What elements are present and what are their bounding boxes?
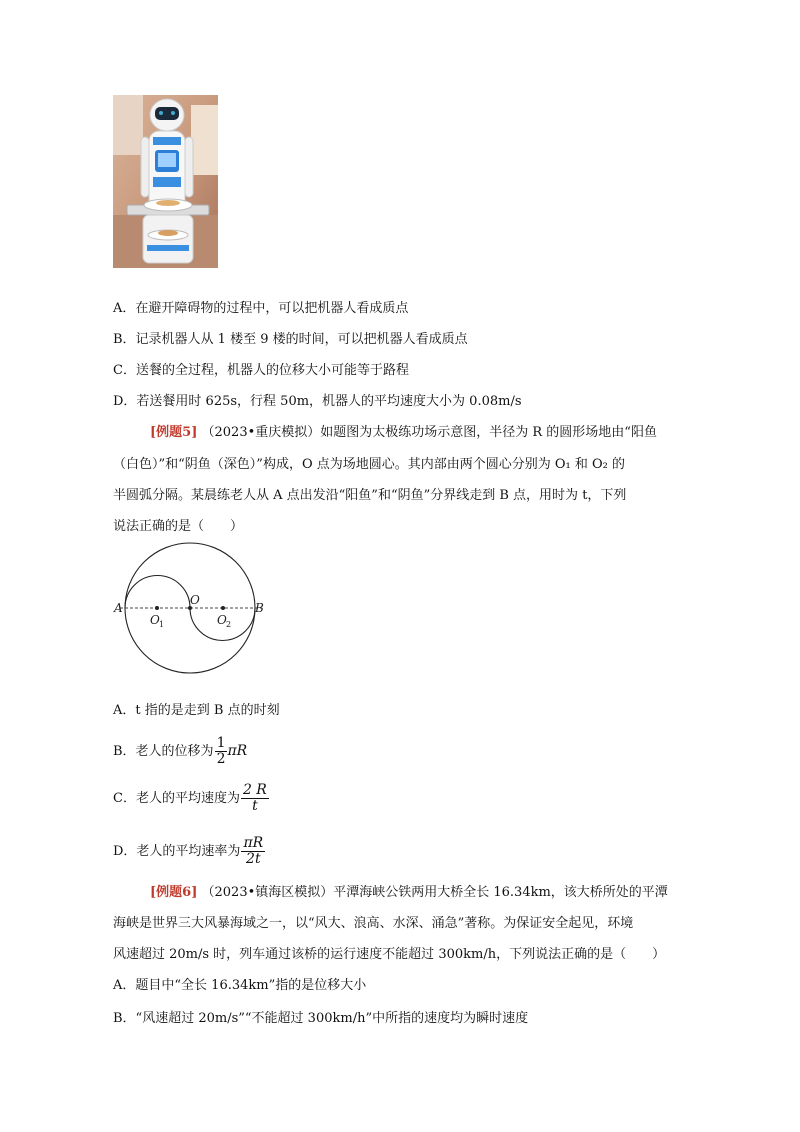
ex5-option-d-prefix: D．老人的平均速率为 [113,844,241,859]
example5-line2: （白色）”和“阴鱼（深色）”构成，O 点为场地圆心。其内部由两个圆心分别为 O₁ 和 O₂ 的 [113,457,625,472]
ex5-option-b-den: 2 [216,751,226,767]
example5-line1 [150,423,657,443]
ex5-option-c [113,783,269,815]
ex5-option-c-prefix: C．老人的平均速度为 [113,791,240,806]
ex5-option-b-prefix: B．老人的位移为 [113,744,214,759]
ex5-option-c-fraction [241,783,269,814]
example5-line3: 半圆弧分隔。某晨练老人从 A 点出发沿“阳鱼”和“阴鱼”分界线走到 B 点，用时为 t，下列 [113,488,627,503]
ex5-option-b [113,735,247,768]
label-o2-sub: 2 [226,620,232,629]
ex5-option-d-den: 2t [246,851,261,867]
ex6-option-b: B．“风速超过 20m/s”“不能超过 300km/h”中所指的速度均为瞬时速度 [113,1011,529,1026]
example6-line2: 海峡是世界三大风暴海域之一，以“风大、浪高、水深、涌急”著称。为保证安全起见，环境 [113,916,634,931]
ex5-option-b-num: 1 [216,735,226,751]
robot-photo [113,95,218,268]
option-a: A．在避开障碍物的过程中，可以把机器人看成质点 [113,301,409,316]
label-o: O [190,593,200,607]
ex5-option-b-tail: πR [227,743,248,759]
arc-o1 [125,576,190,609]
example6-line1 [150,883,668,903]
ex5-option-a: A．t 指的是走到 B 点的时刻 [113,703,280,718]
label-o1: O [150,613,160,627]
label-a: A [114,601,123,615]
label-b: B [255,601,264,615]
ex5-option-d-fraction [241,836,265,867]
ex6-option-a: A．题目中“全长 16.34km”指的是位移大小 [113,978,367,993]
option-d: D．若送餐用时 625s，行程 50m，机器人的平均速度大小为 0.08m/s [113,394,522,409]
ex5-option-b-fraction [215,736,228,767]
ex5-option-d-num: πR [243,835,264,851]
label-o2: O [217,613,227,627]
ex5-option-c-den: t [252,798,258,814]
example6-line3: 风速超过 20m/s 时，列车通过该桥的运行速度不能超过 300km/h，下列说法正确的是（ ） [113,947,666,962]
taiji-diagram [112,542,272,681]
example6-tag: [例题6] [150,885,198,900]
ex5-option-d [113,836,265,868]
ex5-option-c-num: 2 R [242,782,267,798]
option-c: C．送餐的全过程，机器人的位移大小可能等于路程 [113,363,409,378]
example5-line4: 说法正确的是（ ） [113,519,244,534]
label-o1-sub: 1 [159,620,165,629]
option-b: B．记录机器人从 1 楼至 9 楼的时间，可以把机器人看成质点 [113,332,468,347]
example5-text1: （2023•重庆模拟）如题图为太极练功场示意图，半径为 R 的圆形场地由“阳鱼 [201,425,657,440]
example6-text1: （2023•镇海区模拟）平潭海峡公铁两用大桥全长 16.34km，该大桥所处的平潭 [201,885,668,900]
example5-tag: [例题5] [150,425,198,440]
